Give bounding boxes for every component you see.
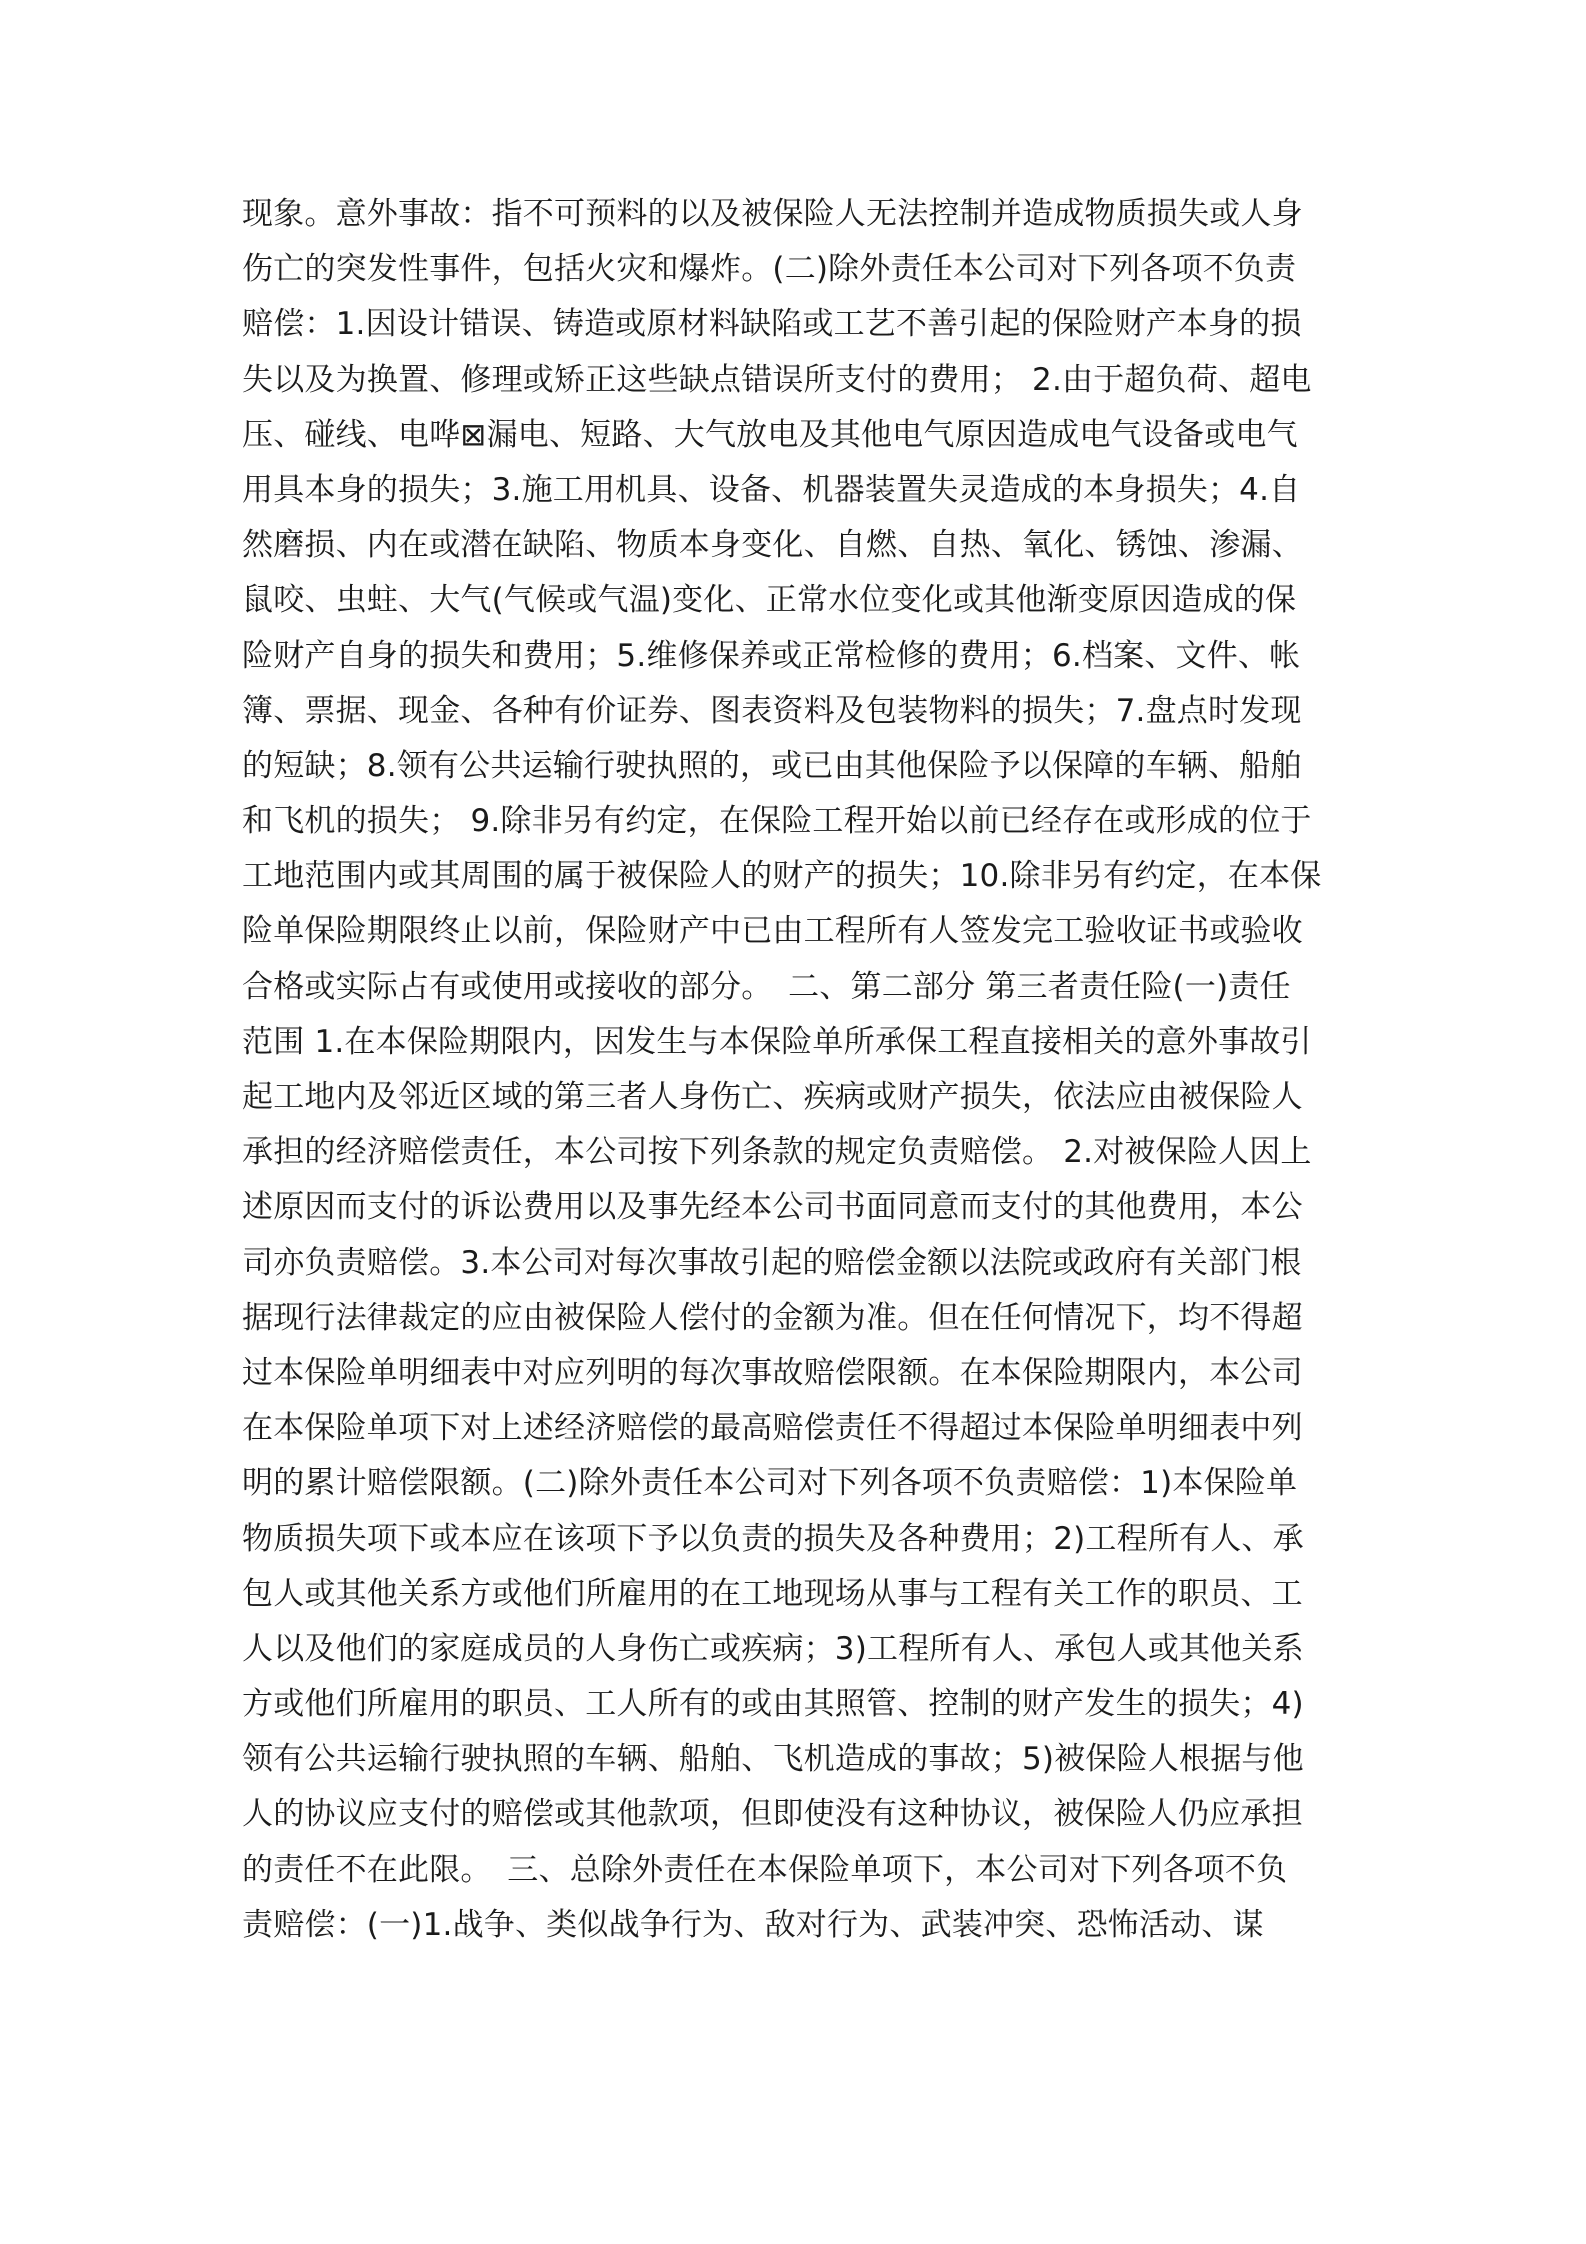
text-line: 方或他们所雇用的职员、工人所有的或由其照管、控制的财产发生的损失；4): [242, 1686, 1304, 1723]
text-line: 物质损失项下或本应在该项下予以负责的损失及各种费用；2)工程所有人、承: [242, 1520, 1304, 1557]
text-line: 伤亡的突发性事件，包括火灾和爆炸。(二)除外责任本公司对下列各项不负责: [242, 251, 1297, 288]
text-line: 司亦负责赔偿。3.本公司对每次事故引起的赔偿金额以法院或政府有关部门根: [242, 1244, 1302, 1281]
text-line: 用具本身的损失；3.施工用机具、设备、机器装置失灵造成的本身损失；4.自: [242, 471, 1301, 508]
text-line: 起工地内及邻近区域的第三者人身伤亡、疾病或财产损失，依法应由被保险人: [242, 1079, 1303, 1115]
text-line: 险财产自身的损失和费用；5.维修保养或正常检修的费用；6.档案、文件、帐: [242, 637, 1301, 674]
text-line: 失以及为换置、修理或矫正这些缺点错误所支付的费用； 2.由于超负荷、超电: [242, 361, 1312, 398]
text-line: 鼠咬、虫蛀、大气(气候或气温)变化、正常水位变化或其他渐变原因造成的保: [242, 582, 1297, 619]
text-line: 述原因而支付的诉讼费用以及事先经本公司书面同意而支付的其他费用，本公: [242, 1189, 1303, 1226]
text-line: 在本保险单项下对上述经济赔偿的最高赔偿责任不得超过本保险单明细表中列: [242, 1410, 1303, 1447]
text-line: 险单保险期限终止以前，保险财产中已由工程所有人签发完工验收证书或验收: [242, 913, 1303, 950]
text-line: 然磨损、内在或潜在缺陷、物质本身变化、自燃、自热、氧化、锈蚀、渗漏、: [242, 527, 1303, 564]
text-line: 合格或实际占有或使用或接收的部分。 二、第二部分 第三者责任险(一)责任: [242, 968, 1291, 1005]
text-line: 据现行法律裁定的应由被保险人偿付的金额为准。但在任何情况下，均不得超: [242, 1299, 1303, 1336]
text-line: 簿、票据、现金、各种有价证券、图表资料及包装物料的损失；7.盘点时发现: [242, 692, 1302, 729]
text-line: 的短缺；8.领有公共运输行驶执照的，或已由其他保险予以保障的车辆、船舶: [242, 747, 1302, 784]
text-line: 承担的经济赔偿责任，本公司按下列条款的规定负责赔偿。 2.对被保险人因上: [242, 1134, 1312, 1171]
text-line: 范围 1.在本保险期限内，因发生与本保险单所承保工程直接相关的意外事故引: [242, 1023, 1312, 1060]
body-text: [242, 187, 1352, 1953]
text-line: 的责任不在此限。 三、总除外责任在本保险单项下，本公司对下列各项不负: [242, 1851, 1288, 1888]
text-line: 工地范围内或其周围的属于被保险人的财产的损失；10.除非另有约定，在本保: [242, 858, 1322, 895]
text-line: 人以及他们的家庭成员的人身伤亡或疾病；3)工程所有人、承包人或其他关系: [242, 1630, 1304, 1667]
text-line: 领有公共运输行驶执照的车辆、船舶、飞机造成的事故；5)被保险人根据与他: [242, 1741, 1304, 1778]
text-line: 赔偿：1.因设计错误、铸造或原材料缺陷或工艺不善引起的保险财产本身的损: [242, 306, 1302, 343]
text-line: 责赔偿：(一)1.战争、类似战争行为、敌对行为、武装冲突、恐怖活动、谋: [242, 1906, 1264, 1943]
text-line: 压、碰线、电哗⊠漏电、短路、大气放电及其他电气原因造成电气设备或电气: [242, 416, 1298, 453]
text-line: 和飞机的损失； 9.除非另有约定，在保险工程开始以前已经存在或形成的位于: [242, 803, 1312, 840]
text-line: 明的累计赔偿限额。(二)除外责任本公司对下列各项不负责赔偿：1)本保险单: [242, 1465, 1298, 1502]
text-line: 包人或其他关系方或他们所雇用的在工地现场从事与工程有关工作的职员、工: [242, 1575, 1303, 1612]
text-line: 过本保险单明细表中对应列明的每次事故赔偿限额。在本保险期限内，本公司: [242, 1354, 1303, 1391]
text-line: 现象。意外事故：指不可预料的以及被保险人无法控制并造成物质损失或人身: [242, 196, 1303, 232]
text-line: 人的协议应支付的赔偿或其他款项，但即使没有这种协议，被保险人仍应承担: [242, 1796, 1303, 1833]
